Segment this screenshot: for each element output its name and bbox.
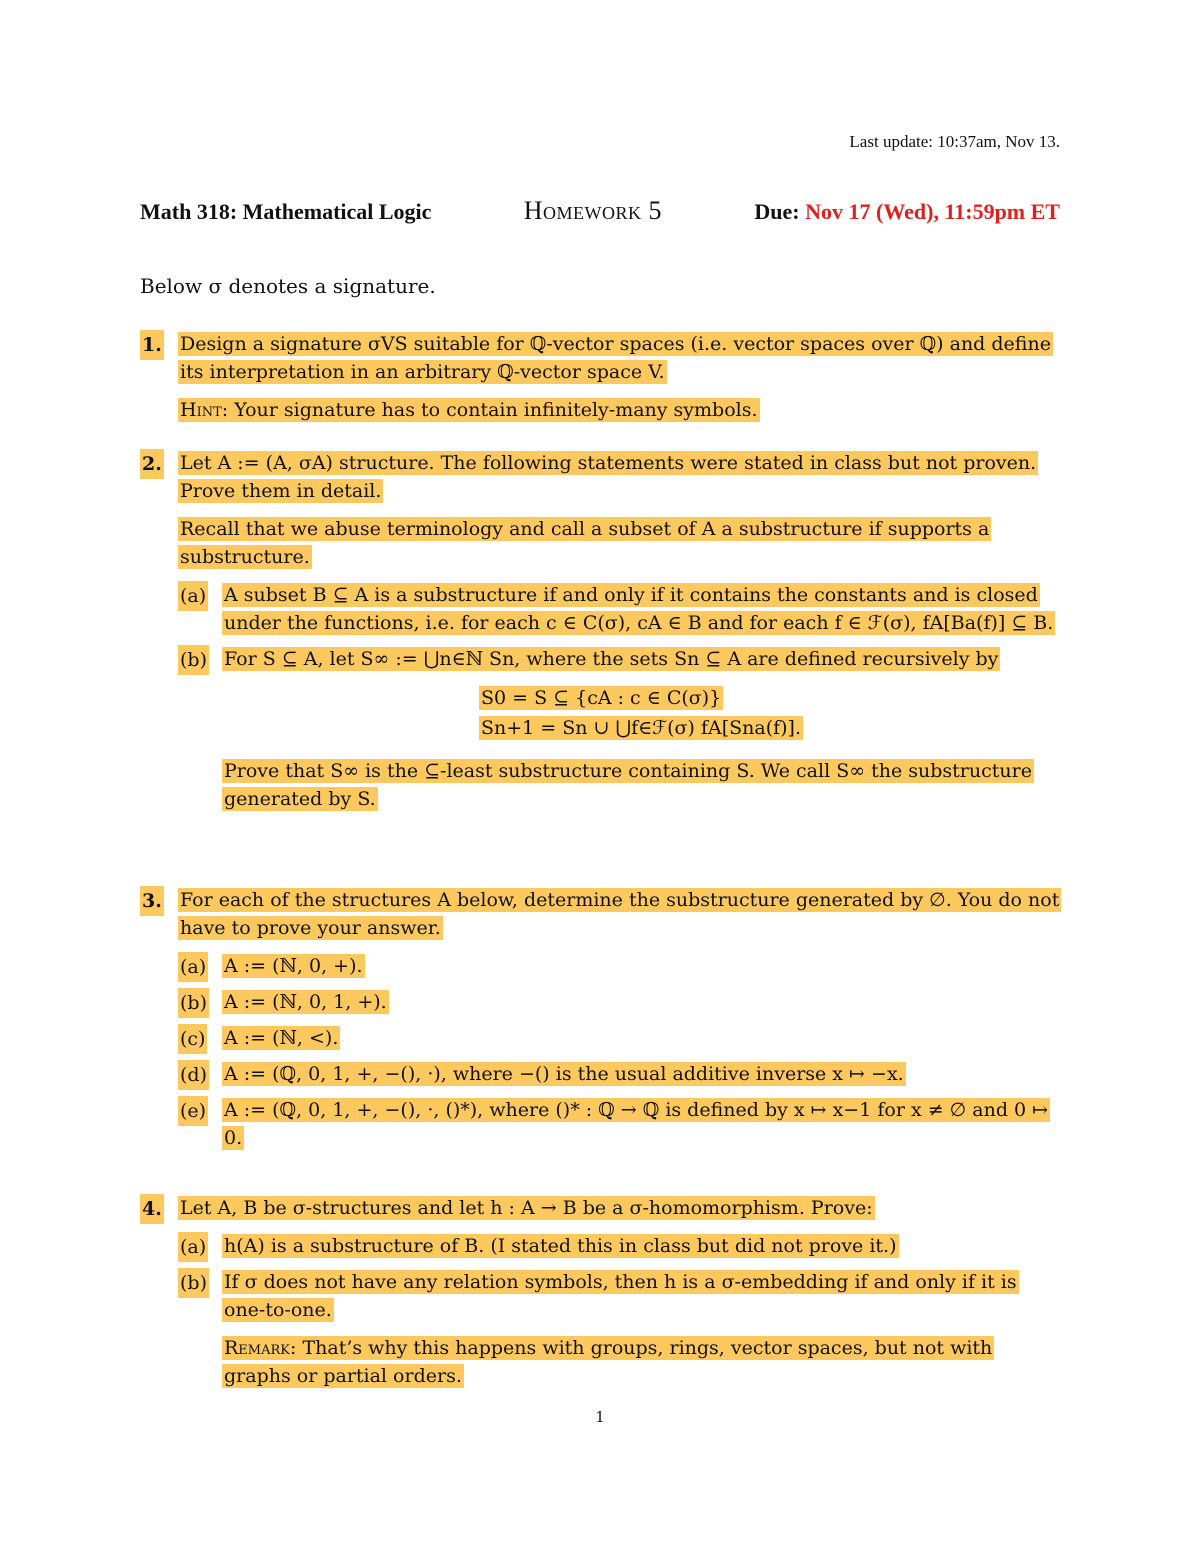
subpart-label: (b) <box>178 645 209 675</box>
problem-number: 3. <box>140 886 164 916</box>
hint-text: Your signature has to contain infinitely-many symbols. <box>234 399 758 421</box>
subpart-label: (a) <box>178 581 208 611</box>
problem-3 <box>140 886 1060 1160</box>
subpart-text: A := (ℕ, 0, +). <box>224 955 363 977</box>
subpart-label: (d) <box>178 1060 209 1090</box>
subpart-text: A := (ℚ, 0, 1, +, −(), ·), where −() is the usual additive inverse x ↦ −x. <box>224 1063 904 1085</box>
subpart-label: (b) <box>178 1268 209 1298</box>
subpart-label: (a) <box>178 1232 208 1262</box>
subpart-b <box>178 988 1060 1016</box>
problem-text: Let A := (A, σA) structure. The following statements were stated in class but not proven. Prove them in detail. <box>180 452 1037 502</box>
problem-number: 4. <box>140 1194 164 1224</box>
problem-4 <box>140 1194 1060 1400</box>
subpart-text: A := (ℕ, <). <box>224 1027 339 1049</box>
problem-text: Design a signature σVS suitable for ℚ-vector spaces (i.e. vector spaces over ℚ) and define its interpretation in an arbitrary ℚ-vector space V. <box>180 333 1051 383</box>
remark-text: That’s why this happens with groups, rings, vector spaces, but not with graphs or partial orders. <box>224 1337 993 1387</box>
hint-label: Hint: <box>180 399 229 421</box>
subpart-label: (b) <box>178 988 209 1018</box>
subpart-text: A subset B ⊆ A is a substructure if and only if it contains the constants and is closed under the functions, i.e. for each c ∈ C(σ), cA ∈ B and for each f ∈ ℱ(σ), fA[Ba(f)] ⊆ B. <box>224 584 1054 634</box>
equation-line-2: Sn+1 = Sn ∪ ⋃f∈ℱ(σ) fA[Sna(f)]. <box>480 717 802 739</box>
subpart-a <box>178 581 1060 637</box>
subpart-text: h(A) is a substructure of B. (I stated this in class but did not prove it.) <box>224 1235 897 1257</box>
due-line <box>754 199 1060 225</box>
due-label: Due: <box>754 199 800 224</box>
subpart-e <box>178 1096 1060 1152</box>
page-number: 1 <box>595 1408 605 1426</box>
homework-title: Homework 5 <box>523 196 663 225</box>
due-date: Nov 17 (Wed), 11:59pm ET <box>805 199 1060 224</box>
subpart-text: A := (ℕ, 0, 1, +). <box>224 991 387 1013</box>
subpart-label: (c) <box>178 1024 207 1054</box>
problem-number: 1. <box>140 330 164 360</box>
title-row <box>140 196 1060 226</box>
problem-1 <box>140 330 1060 434</box>
last-update: Last update: 10:37am, Nov 13. <box>849 132 1060 151</box>
subpart-a <box>178 1232 1060 1260</box>
intro-text: Below σ denotes a signature. <box>140 274 436 298</box>
subpart-text: For S ⊆ A, let S∞ := ⋃n∈ℕ Sn, where the sets Sn ⊆ A are defined recursively by <box>224 648 999 670</box>
subpart-text: A := (ℚ, 0, 1, +, −(), ·, ()*), where ()* : ℚ → ℚ is defined by x ↦ x−1 for x ≠ ∅ and 0 ↦ 0. <box>224 1099 1049 1149</box>
problem-2 <box>140 449 1060 821</box>
subpart-c <box>178 1024 1060 1052</box>
problem-text: Let A, B be σ-structures and let h : A → B be a σ-homomorphism. Prove: <box>180 1197 873 1219</box>
subpart-label: (a) <box>178 952 208 982</box>
subpart-label: (e) <box>178 1096 208 1126</box>
problem-text: For each of the structures A below, determine the substructure generated by ∅. You do not have to prove your answer. <box>180 889 1060 939</box>
subpart-a <box>178 952 1060 980</box>
equation-line-1: S0 = S ⊆ {cA : c ∈ C(σ)} <box>480 687 722 709</box>
remark-label: Remark: <box>224 1337 297 1359</box>
problem-number: 2. <box>140 449 164 479</box>
subpart-d <box>178 1060 1060 1088</box>
prove-text: Prove that S∞ is the ⊆-least substructure containing S. We call S∞ the substructure generated by S. <box>224 760 1032 810</box>
subpart-text: If σ does not have any relation symbols, then h is a σ-embedding if and only if it is one-to-one. <box>224 1271 1017 1321</box>
recall-text: Recall that we abuse terminology and call a subset of A a substructure if supports a substructure. <box>180 518 990 568</box>
subpart-b <box>178 1268 1060 1390</box>
subpart-b <box>178 645 1060 813</box>
recursive-definition <box>222 683 1060 743</box>
course-title: Math 318: Mathematical Logic <box>140 199 432 224</box>
